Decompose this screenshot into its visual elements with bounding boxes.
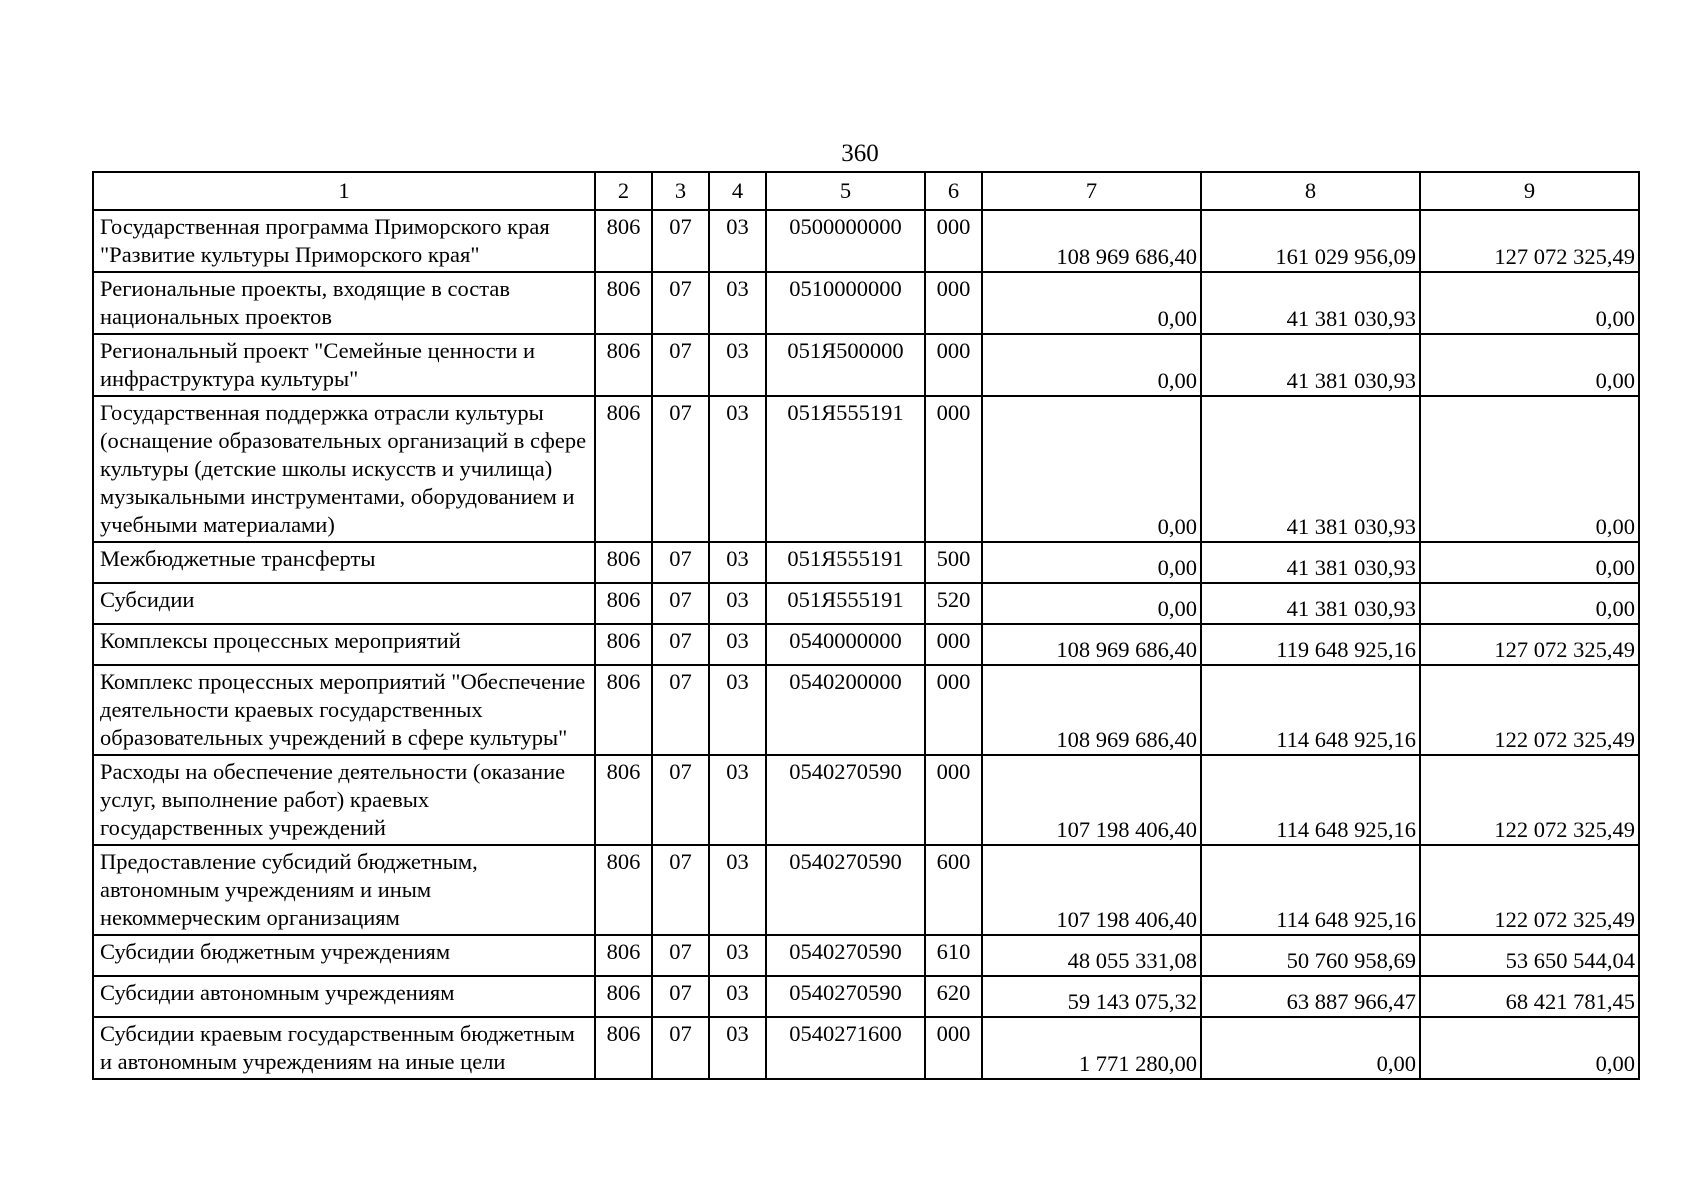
amount-col8: 119 648 925,16 — [1201, 624, 1420, 665]
table-header — [93, 172, 1639, 210]
amount-col8: 114 648 925,16 — [1201, 755, 1420, 845]
row-name: Субсидии бюджетным учреждениям — [93, 935, 595, 976]
header-row — [93, 172, 1639, 210]
table-row — [93, 334, 1639, 396]
code-ministry: 806 — [595, 845, 652, 935]
amount-col7: 108 969 686,40 — [982, 665, 1201, 755]
amount-col8: 114 648 925,16 — [1201, 665, 1420, 755]
code-section: 07 — [652, 665, 709, 755]
code-expense-type: 000 — [925, 624, 982, 665]
code-ministry: 806 — [595, 396, 652, 542]
code-section: 07 — [652, 976, 709, 1017]
code-target: 051Я555191 — [766, 542, 925, 583]
code-target: 0540271600 — [766, 1017, 925, 1079]
code-ministry: 806 — [595, 210, 652, 272]
code-subsection: 03 — [709, 272, 766, 334]
code-subsection: 03 — [709, 935, 766, 976]
amount-col7: 108 969 686,40 — [982, 210, 1201, 272]
amount-col9: 0,00 — [1420, 334, 1639, 396]
amount-col8: 41 381 030,93 — [1201, 272, 1420, 334]
code-target: 0540200000 — [766, 665, 925, 755]
amount-col9: 0,00 — [1420, 396, 1639, 542]
table-row — [93, 272, 1639, 334]
code-ministry: 806 — [595, 665, 652, 755]
table-body — [93, 210, 1639, 1079]
amount-col9: 53 650 544,04 — [1420, 935, 1639, 976]
code-ministry: 806 — [595, 542, 652, 583]
code-target: 0540270590 — [766, 935, 925, 976]
code-ministry: 806 — [595, 1017, 652, 1079]
table-row — [93, 755, 1639, 845]
table-row — [93, 396, 1639, 542]
amount-col9: 127 072 325,49 — [1420, 210, 1639, 272]
code-ministry: 806 — [595, 755, 652, 845]
amount-col9: 0,00 — [1420, 542, 1639, 583]
code-subsection: 03 — [709, 976, 766, 1017]
amount-col8: 161 029 956,09 — [1201, 210, 1420, 272]
code-subsection: 03 — [709, 583, 766, 624]
row-name: Субсидии автономным учреждениям — [93, 976, 595, 1017]
amount-col7: 0,00 — [982, 272, 1201, 334]
code-subsection: 03 — [709, 624, 766, 665]
code-subsection: 03 — [709, 210, 766, 272]
row-name: Предоставление субсидий бюджетным, автономным учреждениям и иным некоммерческим организациям — [93, 845, 595, 935]
code-expense-type: 600 — [925, 845, 982, 935]
code-target: 051Я555191 — [766, 396, 925, 542]
amount-col9: 122 072 325,49 — [1420, 845, 1639, 935]
page-number: 360 — [841, 140, 879, 167]
row-name: Субсидии краевым государственным бюджетным и автономным учреждениям на иные цели — [93, 1017, 595, 1079]
code-expense-type: 000 — [925, 1017, 982, 1079]
code-subsection: 03 — [709, 334, 766, 396]
code-target: 0540000000 — [766, 624, 925, 665]
amount-col7: 0,00 — [982, 583, 1201, 624]
code-target: 0540270590 — [766, 755, 925, 845]
code-target: 051Я500000 — [766, 334, 925, 396]
table-row — [93, 542, 1639, 583]
amount-col8: 41 381 030,93 — [1201, 334, 1420, 396]
column-header: 1 — [93, 172, 595, 210]
code-section: 07 — [652, 396, 709, 542]
code-ministry: 806 — [595, 334, 652, 396]
amount-col7: 107 198 406,40 — [982, 845, 1201, 935]
code-expense-type: 500 — [925, 542, 982, 583]
row-name: Комплекс процессных мероприятий "Обеспечение деятельности краевых государственных образовательных учреждений в сфере культуры" — [93, 665, 595, 755]
code-ministry: 806 — [595, 272, 652, 334]
code-ministry: 806 — [595, 976, 652, 1017]
code-subsection: 03 — [709, 542, 766, 583]
table-row — [93, 1017, 1639, 1079]
code-expense-type: 610 — [925, 935, 982, 976]
amount-col8: 50 760 958,69 — [1201, 935, 1420, 976]
code-subsection: 03 — [709, 665, 766, 755]
amount-col7: 0,00 — [982, 542, 1201, 583]
budget-table — [92, 171, 1640, 1080]
amount-col7: 107 198 406,40 — [982, 755, 1201, 845]
code-target: 0540270590 — [766, 976, 925, 1017]
amount-col7: 108 969 686,40 — [982, 624, 1201, 665]
amount-col7: 59 143 075,32 — [982, 976, 1201, 1017]
table-row — [93, 583, 1639, 624]
code-section: 07 — [652, 272, 709, 334]
table-row — [93, 665, 1639, 755]
column-header: 6 — [925, 172, 982, 210]
table-row — [93, 210, 1639, 272]
code-expense-type: 000 — [925, 272, 982, 334]
code-subsection: 03 — [709, 755, 766, 845]
column-header: 4 — [709, 172, 766, 210]
column-header: 2 — [595, 172, 652, 210]
code-target: 051Я555191 — [766, 583, 925, 624]
amount-col9: 0,00 — [1420, 272, 1639, 334]
code-section: 07 — [652, 624, 709, 665]
amount-col8: 41 381 030,93 — [1201, 396, 1420, 542]
row-name: Комплексы процессных мероприятий — [93, 624, 595, 665]
code-expense-type: 000 — [925, 755, 982, 845]
amount-col7: 1 771 280,00 — [982, 1017, 1201, 1079]
table-row — [93, 976, 1639, 1017]
code-target: 0500000000 — [766, 210, 925, 272]
code-subsection: 03 — [709, 396, 766, 542]
column-header: 3 — [652, 172, 709, 210]
code-section: 07 — [652, 583, 709, 624]
code-expense-type: 520 — [925, 583, 982, 624]
code-section: 07 — [652, 334, 709, 396]
amount-col9: 68 421 781,45 — [1420, 976, 1639, 1017]
code-ministry: 806 — [595, 935, 652, 976]
code-expense-type: 000 — [925, 665, 982, 755]
code-subsection: 03 — [709, 845, 766, 935]
code-expense-type: 000 — [925, 210, 982, 272]
row-name: Субсидии — [93, 583, 595, 624]
code-target: 0540270590 — [766, 845, 925, 935]
amount-col8: 41 381 030,93 — [1201, 542, 1420, 583]
row-name: Расходы на обеспечение деятельности (оказание услуг, выполнение работ) краевых государственных учреждений — [93, 755, 595, 845]
code-section: 07 — [652, 755, 709, 845]
row-name: Государственная программа Приморского края "Развитие культуры Приморского края" — [93, 210, 595, 272]
amount-col8: 41 381 030,93 — [1201, 583, 1420, 624]
amount-col9: 122 072 325,49 — [1420, 755, 1639, 845]
amount-col9: 0,00 — [1420, 1017, 1639, 1079]
amount-col7: 0,00 — [982, 396, 1201, 542]
code-section: 07 — [652, 210, 709, 272]
row-name: Региональные проекты, входящие в состав национальных проектов — [93, 272, 595, 334]
table-row — [93, 935, 1639, 976]
column-header: 5 — [766, 172, 925, 210]
code-expense-type: 000 — [925, 396, 982, 542]
amount-col8: 63 887 966,47 — [1201, 976, 1420, 1017]
code-section: 07 — [652, 935, 709, 976]
amount-col9: 0,00 — [1420, 583, 1639, 624]
row-name: Межбюджетные трансферты — [93, 542, 595, 583]
amount-col8: 114 648 925,16 — [1201, 845, 1420, 935]
amount-col9: 127 072 325,49 — [1420, 624, 1639, 665]
table-row — [93, 624, 1639, 665]
amount-col7: 48 055 331,08 — [982, 935, 1201, 976]
code-section: 07 — [652, 542, 709, 583]
amount-col9: 122 072 325,49 — [1420, 665, 1639, 755]
amount-col8: 0,00 — [1201, 1017, 1420, 1079]
column-header: 7 — [982, 172, 1201, 210]
code-ministry: 806 — [595, 583, 652, 624]
code-subsection: 03 — [709, 1017, 766, 1079]
row-name: Государственная поддержка отрасли культуры (оснащение образовательных организаций в сфере культуры (детские школы искусств и училища) музыкальными инструментами, оборудованием и учебными материалами) — [93, 396, 595, 542]
code-section: 07 — [652, 1017, 709, 1079]
code-target: 0510000000 — [766, 272, 925, 334]
row-name: Региональный проект "Семейные ценности и инфраструктура культуры" — [93, 334, 595, 396]
code-expense-type: 620 — [925, 976, 982, 1017]
column-header: 9 — [1420, 172, 1639, 210]
code-expense-type: 000 — [925, 334, 982, 396]
code-ministry: 806 — [595, 624, 652, 665]
code-section: 07 — [652, 845, 709, 935]
amount-col7: 0,00 — [982, 334, 1201, 396]
table-row — [93, 845, 1639, 935]
column-header: 8 — [1201, 172, 1420, 210]
